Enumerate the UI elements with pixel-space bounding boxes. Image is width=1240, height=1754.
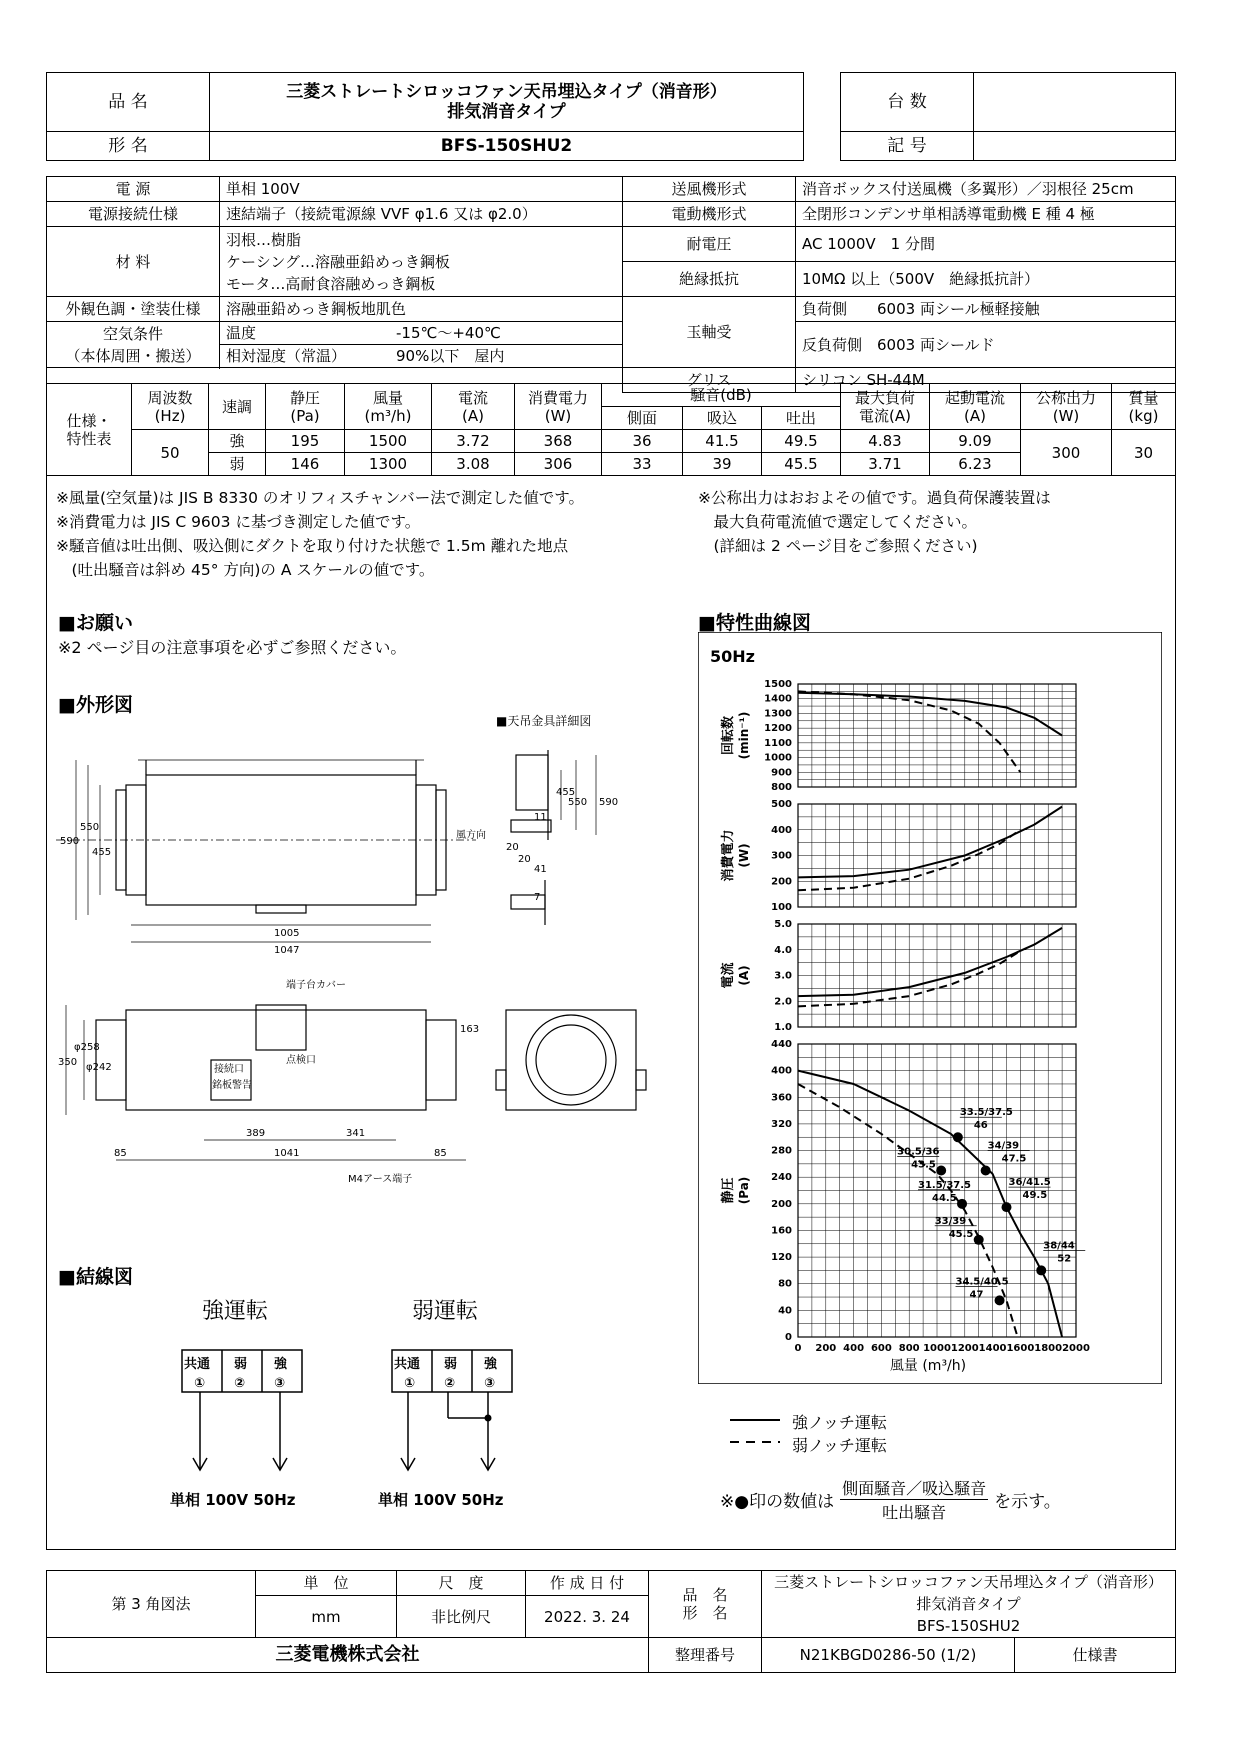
wiring-diagram (150, 1290, 570, 1520)
bearing-load-side: 負荷側 6003 両シール極軽接触 (796, 297, 1176, 322)
y-tick: 900 (771, 767, 792, 779)
outline-drawing (56, 720, 686, 1190)
connection-port-label: 接続口 (214, 1064, 244, 1075)
y-tick: 280 (771, 1145, 792, 1157)
y-tick: 3.0 (774, 970, 792, 982)
svg-text:③: ③ (484, 1376, 496, 1391)
color-label: 外観色調・塗装仕様 (47, 297, 220, 322)
perf-h-maxc: 最大負荷 電流(A) (841, 384, 930, 430)
perf-row-weak: 弱 146 1300 3.08 306 33 39 45.5 3.71 6.23 (47, 453, 1176, 476)
x-tick: 600 (870, 1343, 892, 1354)
y-tick: 500 (771, 799, 792, 810)
dim-350: 350 (58, 1057, 78, 1068)
dim-341: 341 (346, 1128, 366, 1139)
panel-label: 消費電力 (721, 829, 736, 882)
spec-table (46, 176, 1176, 393)
model-number: BFS-150SHU2 (210, 132, 804, 161)
noise-label-num: 33.5/37.5 (959, 1107, 1013, 1119)
strong-operation-title: 強運転 (202, 1299, 269, 1324)
insulation-label: 絶縁抵抗 (623, 262, 796, 297)
dim-455: 455 (92, 847, 112, 858)
voltage-value: AC 1000V 1 分間 (796, 227, 1176, 262)
series-strong (798, 807, 1062, 878)
noise-label-den: 45.5 (948, 1228, 974, 1240)
kigo-label: 記 号 (841, 132, 974, 161)
series-strong (798, 693, 1062, 736)
y-tick: 0 (785, 1332, 792, 1343)
grease-value: シリコン SH-44M (796, 368, 1176, 393)
x-tick: 1000 (923, 1343, 951, 1354)
front-view-body (126, 1010, 426, 1110)
y-tick: 1300 (764, 708, 792, 720)
gaikei-title: ■外形図 (58, 694, 133, 716)
weak-operation-title: 弱運転 (412, 1299, 479, 1324)
noise-point (995, 1295, 1005, 1305)
y-tick: 4.0 (774, 944, 792, 956)
bearing-label: 玉軸受 (623, 297, 796, 368)
term-common-strong: 共通 (184, 1357, 211, 1372)
air-condition-label: 空気条件 （本体周囲・搬送） (47, 322, 220, 368)
panel-1 (720, 799, 1076, 913)
y-tick: 1500 (764, 679, 792, 690)
daisu-value (974, 73, 1176, 132)
junction-dot (485, 1415, 492, 1422)
x-tick: 1800 (1034, 1343, 1063, 1354)
daisu-label: 台 数 (841, 73, 974, 132)
x-tick: 800 (898, 1343, 920, 1354)
term-weak-strong: 弱 (234, 1357, 248, 1372)
noise-label-num: 34/39 (987, 1140, 1020, 1152)
product-name: 三菱ストレートシロッコファン天吊埋込タイプ（消音形） 排気消音タイプ (210, 73, 804, 132)
noise-label-den: 46 (973, 1120, 988, 1132)
panel-unit: (W) (737, 843, 751, 868)
dim-85b: 85 (434, 1148, 447, 1159)
conn-label: 電源接続仕様 (47, 202, 220, 227)
x-tick: 0 (794, 1343, 802, 1354)
noise-label-num: 34.5/40.5 (955, 1276, 1009, 1288)
noise-point (981, 1166, 991, 1176)
seiri-value: N21KBGD0286-50 (1/2) (762, 1638, 1015, 1673)
noise-label-den: 43.5 (911, 1159, 936, 1171)
perf-h-press: 静圧 (Pa) (266, 384, 345, 430)
fan-type-label: 送風機形式 (623, 177, 796, 202)
voltage-label: 耐電圧 (623, 227, 796, 262)
dim-detail-7: 7 (534, 892, 541, 903)
y-tick: 440 (771, 1039, 792, 1050)
dim-590: 590 (60, 836, 80, 847)
air-condition-value: 温度 -15℃～+40℃ 相対湿度（常温） 90%以下 屋内 (220, 322, 623, 368)
panel-label: 回転数 (721, 715, 736, 756)
chart-x-label: 風量 (m³/h) (889, 1358, 967, 1374)
y-tick: 200 (771, 876, 792, 888)
x-tick: 1400 (978, 1343, 1007, 1354)
noise-point (936, 1166, 946, 1176)
perf-h-start: 起動電流 (A) (930, 384, 1021, 430)
panel-unit: (min⁻¹) (737, 711, 751, 760)
y-tick: 2.0 (774, 996, 792, 1008)
power-value: 単相 100V (220, 177, 623, 202)
panel-label: 電流 (721, 962, 736, 989)
doc-type: 仕様書 (1015, 1638, 1176, 1673)
y-tick: 1400 (764, 693, 792, 705)
panel-label: 静圧 (721, 1177, 736, 1204)
scale-value: 非比例尺 (397, 1596, 526, 1638)
y-tick: 200 (771, 1198, 792, 1210)
noise-label-den: 49.5 (1022, 1190, 1048, 1202)
nameplate-label: 銘板 (212, 1080, 232, 1091)
y-tick: 240 (771, 1172, 792, 1184)
seiri-label: 整理番号 (649, 1638, 762, 1673)
projection: 第 3 角図法 (47, 1571, 256, 1638)
date-label: 作 成 日 付 (526, 1571, 649, 1596)
onegai-text: ※2 ページ目の注意事項を必ずご参照ください。 (58, 638, 407, 657)
panel-2 (720, 919, 1076, 1033)
motor-label: 電動機形式 (623, 202, 796, 227)
dim-detail-11: 11 (534, 812, 547, 823)
company-name: 三菱電機株式会社 (47, 1638, 649, 1673)
dim-detail-20a: 20 (506, 842, 519, 853)
dim-1041: 1041 (274, 1148, 300, 1159)
legend-strong: 強ノッチ運転 (792, 1413, 887, 1432)
perf-h-flow: 風量 (m³/h) (345, 384, 432, 430)
term-strong-strong: 強 (274, 1357, 288, 1372)
term-weak-weak: 弱 (444, 1357, 458, 1372)
supply-strong: 単相 100V 50Hz (170, 1491, 296, 1509)
y-tick: 1200 (764, 723, 792, 735)
noise-label-den: 52 (1057, 1253, 1072, 1265)
noise-point (957, 1199, 967, 1209)
curve-title: ■特性曲線図 (698, 612, 811, 634)
perf-h-mass: 質量 (kg) (1112, 384, 1176, 430)
panel-unit: (A) (737, 965, 751, 986)
perf-h-noise: 騒音(dB) (602, 384, 841, 407)
conn-value: 速結端子（接続電源線 VVF φ1.6 又は φ2.0） (220, 202, 623, 227)
svg-text:①: ① (194, 1376, 206, 1391)
air-direction-label: 風方向 (456, 830, 486, 841)
y-tick: 120 (771, 1252, 792, 1264)
perf-h-out: 吐出 (762, 407, 841, 430)
kessen-title: ■結線図 (58, 1266, 133, 1288)
motor-value: 全閉形コンデンサ単相誘導電動機 E 種 4 極 (796, 202, 1176, 227)
insulation-value: 10MΩ 以上（500V 絶縁抵抗計） (796, 262, 1176, 297)
dim-detail-41: 41 (534, 864, 547, 875)
dim-phi242: φ242 (86, 1062, 112, 1073)
power-label: 電 源 (47, 177, 220, 202)
perf-title: 仕様・ 特性表 (47, 384, 132, 476)
legend-weak: 弱ノッチ運転 (792, 1436, 887, 1455)
perf-h-curr: 電流 (A) (432, 384, 515, 430)
svg-text:②: ② (444, 1376, 456, 1391)
terminal-cover-label: 端子台カバー (286, 980, 346, 991)
y-tick: 5.0 (774, 919, 792, 930)
x-tick: 1200 (950, 1343, 979, 1354)
y-tick: 800 (771, 782, 792, 793)
noise-label-num: 30.5/36 (897, 1146, 940, 1158)
noise-label-den: 47.5 (1001, 1153, 1027, 1165)
noise-point (953, 1132, 963, 1142)
scale-label: 尺 度 (397, 1571, 526, 1596)
dim-389: 389 (246, 1128, 266, 1139)
y-tick: 360 (771, 1092, 792, 1104)
y-tick: 320 (771, 1118, 792, 1130)
y-tick: 1100 (764, 737, 792, 749)
chart-note: ※●印の数値は 側面騒音／吸込騒音 吐出騒音 を示す。 (720, 1476, 1061, 1523)
legend-lines (728, 1410, 788, 1450)
supply-weak: 単相 100V 50Hz (378, 1491, 504, 1509)
panel-0 (720, 679, 1076, 793)
katamei-label: 形 名 (47, 132, 210, 161)
footer-name-labels: 品 名 形 名 (649, 1571, 762, 1638)
grease-label: グリス (623, 368, 796, 393)
footer-product: 三菱ストレートシロッコファン天吊埋込タイプ（消音形） 排気消音タイプ BFS-150SHU2 (762, 1571, 1176, 1638)
kigo-value (974, 132, 1176, 161)
dim-163: 163 (460, 1024, 480, 1035)
panel-3 (720, 1039, 1090, 1354)
dim-detail-455: 455 (556, 787, 576, 798)
noise-label-num: 38/44 (1043, 1240, 1075, 1252)
y-tick: 160 (771, 1225, 792, 1237)
perf-row-strong: 50 強 195 1500 3.72 368 36 41.5 49.5 4.83 9.09 300 30 (47, 430, 1176, 453)
perf-h-speed: 速調 (209, 384, 266, 430)
notes-right: ※公称出力はおおよその値です。過負荷保護装置は 最大負荷電流値で選定してください。 (詳細は 2 ページ目をご参照ください) (698, 489, 1051, 555)
perf-h-side: 側面 (602, 407, 683, 430)
noise-label-den: 44.5 (932, 1192, 957, 1204)
perf-h-in: 吸込 (683, 407, 762, 430)
y-tick: 40 (778, 1305, 792, 1317)
y-tick: 80 (778, 1278, 792, 1290)
dim-phi258: φ258 (74, 1042, 100, 1053)
count-table (840, 72, 1176, 161)
unit-label: 単 位 (256, 1571, 397, 1596)
term-common-weak: 共通 (394, 1357, 421, 1372)
x-tick: 2000 (1062, 1343, 1090, 1354)
dim-1005: 1005 (274, 928, 300, 939)
performance-table (46, 383, 1176, 476)
svg-text:②: ② (234, 1376, 246, 1391)
perf-h-rated: 公称出力 (W) (1021, 384, 1112, 430)
detail-title: ■天吊金具詳細図 (496, 714, 592, 728)
header-table (46, 72, 804, 161)
dim-detail-550: 550 (568, 797, 588, 808)
noise-label-num: 31.5/37.5 (918, 1179, 972, 1191)
noise-label-num: 33/39 (934, 1215, 967, 1227)
y-tick: 400 (771, 824, 792, 836)
y-tick: 1.0 (774, 1022, 792, 1033)
noise-label-den: 47 (969, 1289, 984, 1301)
dim-550: 550 (80, 822, 100, 833)
dim-detail-20b: 20 (518, 854, 531, 865)
inspection-port-label: 点検口 (286, 1055, 316, 1066)
x-tick: 200 (815, 1343, 837, 1354)
series-strong (798, 928, 1062, 996)
perf-h-freq: 周波数 (Hz) (132, 384, 209, 430)
unit-value: mm (256, 1596, 397, 1638)
noise-point (1036, 1265, 1046, 1275)
color-value: 溶融亜鉛めっき鋼板地肌色 (220, 297, 623, 322)
chart-freq-label: 50Hz (710, 647, 755, 666)
notes-left: ※風量(空気量)は JIS B 8330 のオリフィスチャンバー法で測定した値です。 ※消費電力は JIS C 9603 に基づき測定した値です。 ※騒音値は吐出側、吸込側にダクトを取り付けた状態で 1.5m 離れた地点 (吐出騒音は斜め 45° 方向)の A スケールの値です。 (56, 489, 585, 579)
noise-point (1002, 1202, 1012, 1212)
fan-type-value: 消音ボックス付送風機（多翼形）／羽根径 25cm (796, 177, 1176, 202)
noise-label-num: 36/41.5 (1008, 1177, 1051, 1189)
material-value: 羽根…樹脂 ケーシング…溶融亜鉛めっき鋼板 モータ…高耐食溶融めっき鋼板 (220, 227, 623, 297)
bearing-anti-load-side: 反負荷側 6003 両シールド (796, 322, 1176, 368)
dim-85a: 85 (114, 1148, 127, 1159)
earth-terminal-label: M4アース端子 (348, 1174, 413, 1185)
footer-table (46, 1570, 1176, 1673)
hinmei-label: 品 名 (47, 73, 210, 132)
dim-1047: 1047 (274, 945, 300, 956)
warning-label: 警告 (232, 1080, 252, 1091)
svg-text:①: ① (404, 1376, 416, 1391)
dim-detail-590: 590 (599, 797, 619, 808)
y-tick: 300 (771, 850, 792, 862)
svg-text:③: ③ (274, 1376, 286, 1391)
noise-point (974, 1235, 984, 1245)
term-strong-weak: 強 (484, 1357, 498, 1372)
material-label: 材 料 (47, 227, 220, 297)
panel-unit: (Pa) (737, 1176, 751, 1205)
characteristic-curve-chart (698, 632, 1162, 1384)
onegai-title: ■お願い (58, 612, 133, 634)
date-value: 2022. 3. 24 (526, 1596, 649, 1638)
y-tick: 400 (771, 1065, 792, 1077)
x-tick: 400 (843, 1343, 865, 1354)
perf-h-pow: 消費電力 (W) (515, 384, 602, 430)
y-tick: 100 (771, 902, 792, 913)
x-tick: 1600 (1006, 1343, 1035, 1354)
y-tick: 1000 (764, 752, 792, 764)
